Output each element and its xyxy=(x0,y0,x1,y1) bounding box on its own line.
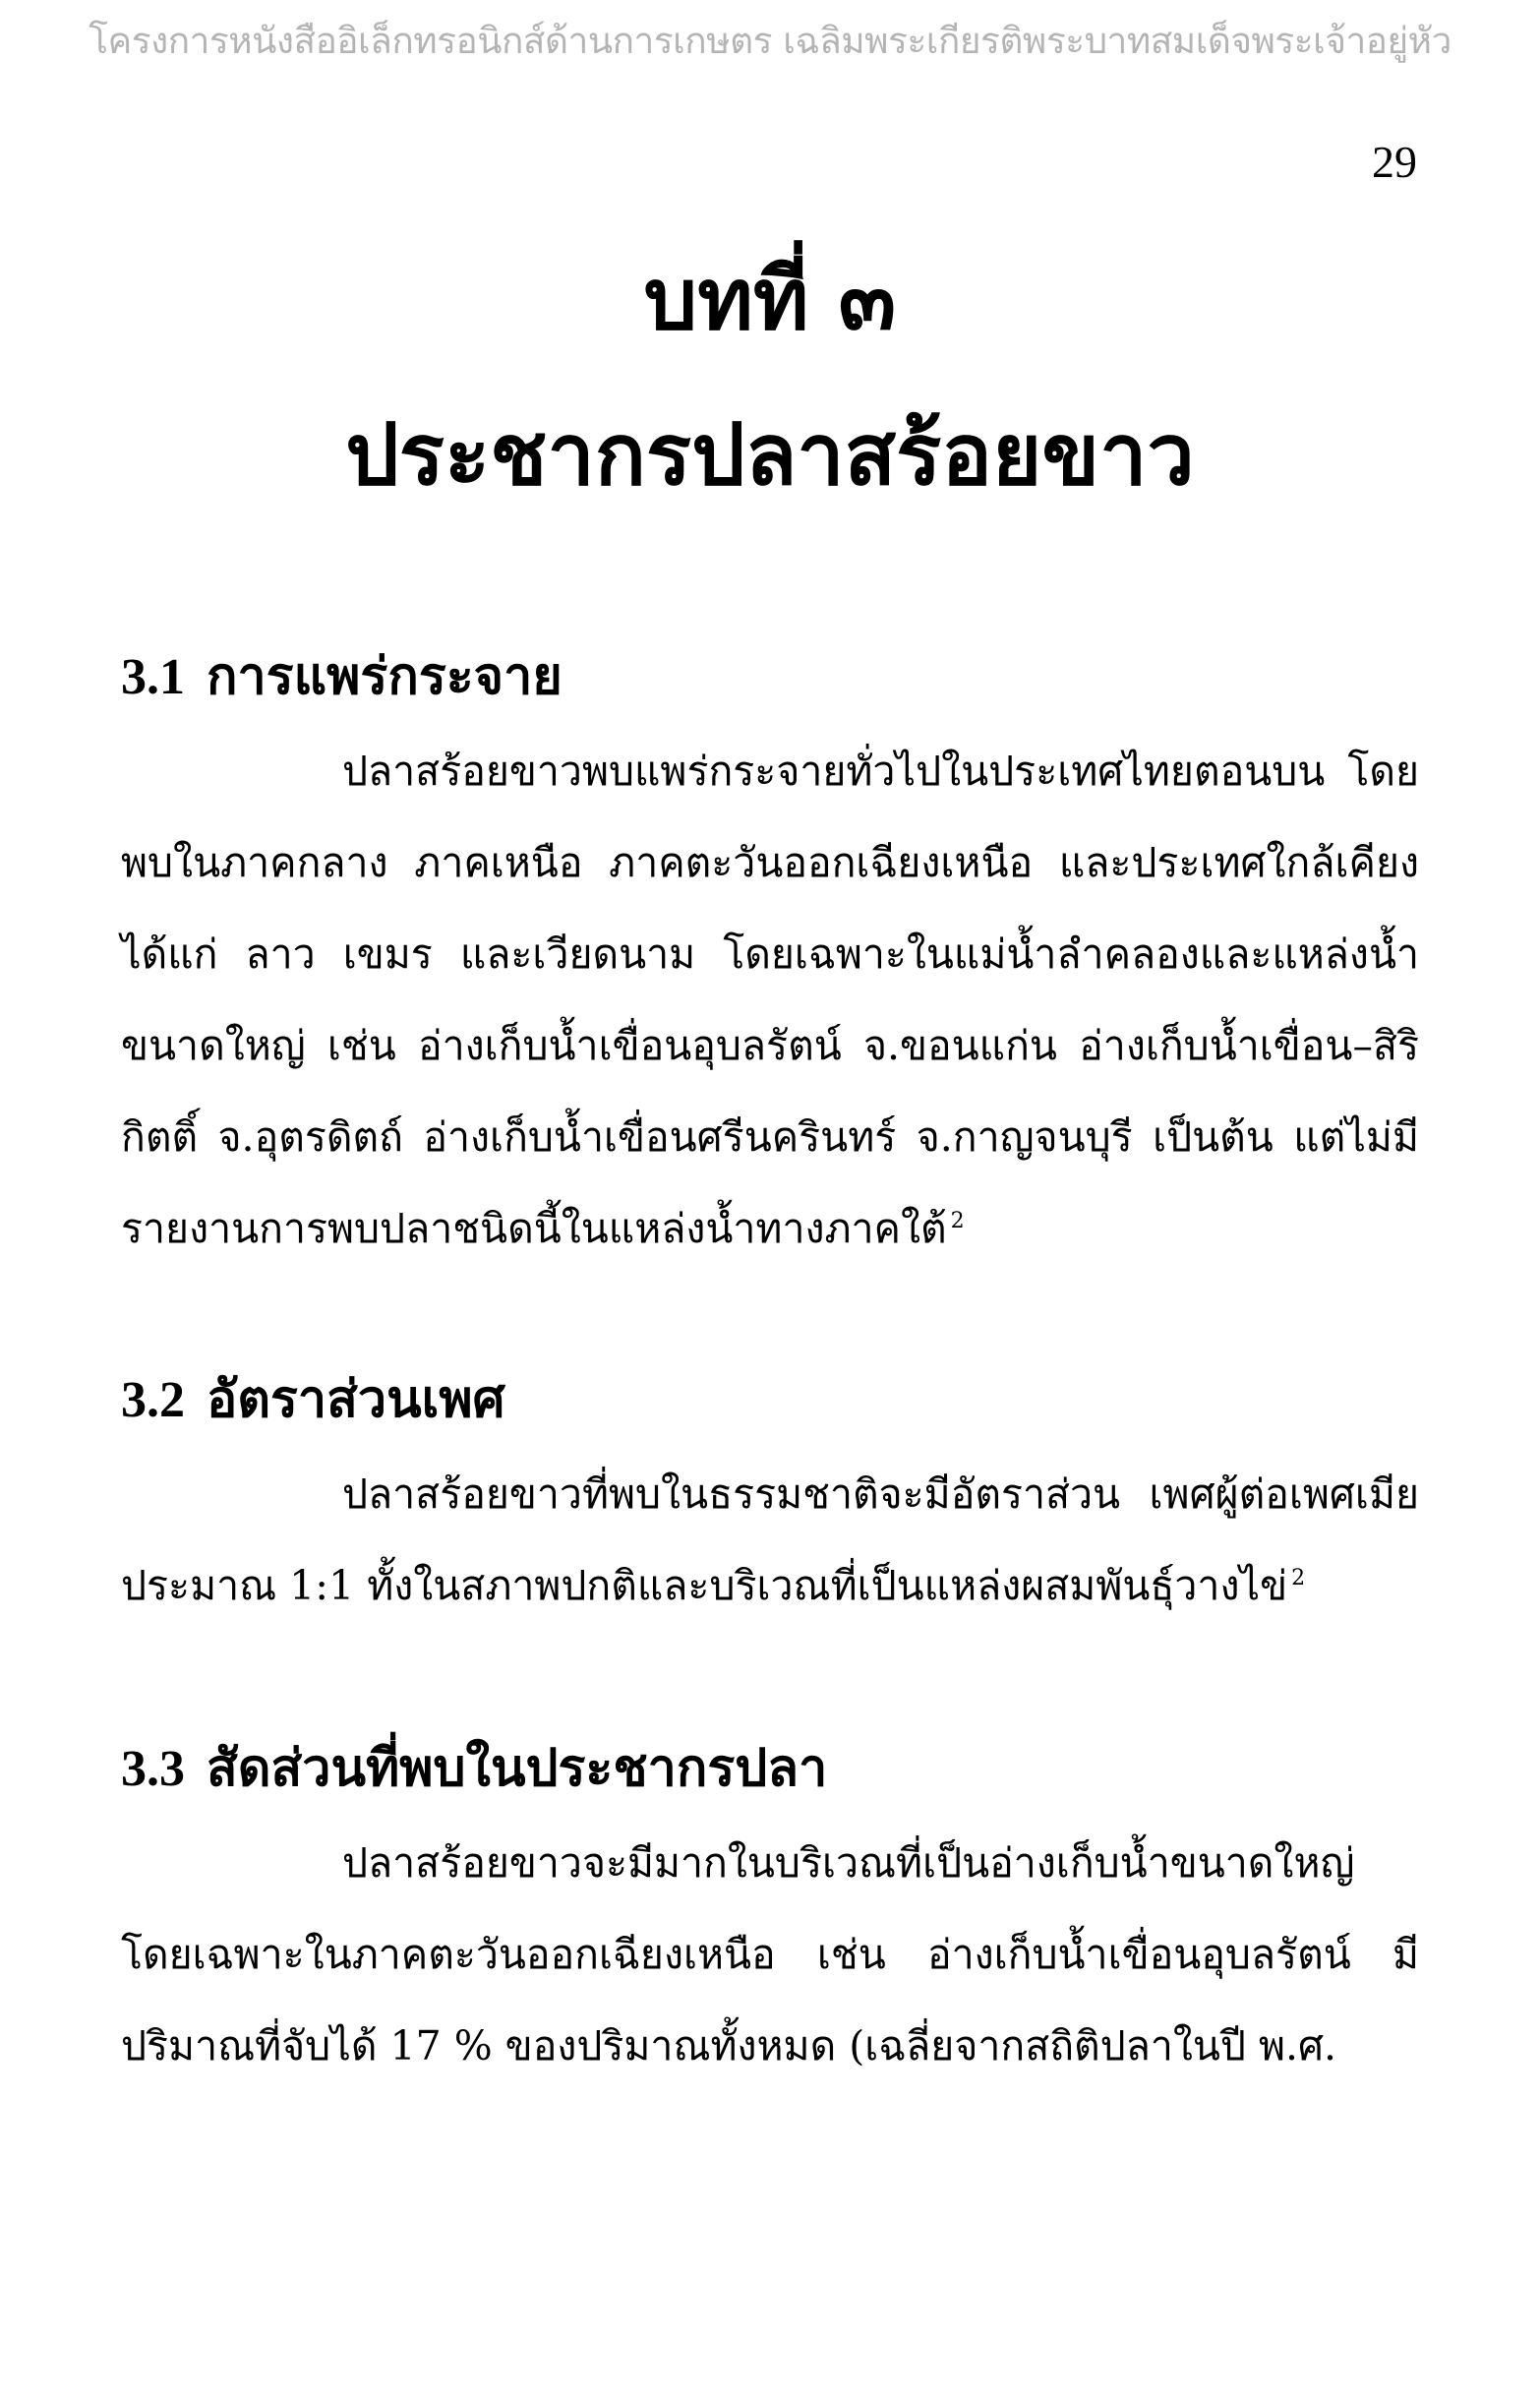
section-number: 3.2 xyxy=(121,1372,185,1428)
paragraph-text: ปลาสร้อยขาวพบแพร่กระจายทั่วไปในประเทศไทยตอนบน โดยพบในภาคกลาง ภาคเหนือ ภาคตะวันออกเฉียงเหนือ และประเทศใกล้เคียง ได้แก่ ลาว เขมร และเวียดนาม โดยเฉพาะในแม่น้ำลำคลองและแหล่งน้ำขนาดใหญ่ เช่น อ่างเก็บน้ำเขื่อนอุบลรัตน์ จ.ขอนแก่น อ่างเก็บน้ำเขื่อน–สิริกิตติ์ จ.อุตรดิตถ์ อ่างเก็บน้ำเขื่อนศรีนครินทร์ จ.กาญจนบุรี เป็นต้น แต่ไม่มีรายงานการพบปลาชนิดนี้ในแหล่งน้ำทางภาคใต้ xyxy=(121,748,1419,1252)
section-body-3-1 xyxy=(121,726,1419,1275)
paragraph-text: ปลาสร้อยขาวที่พบในธรรมชาติจะมีอัตราส่วน เพศผู้ต่อเพศเมียประมาณ 1:1 ทั้งในสภาพปกติและบริเวณที่เป็นแหล่งผสมพันธุ์วางไข่ xyxy=(121,1470,1419,1609)
section-heading-3-1 xyxy=(121,646,563,706)
page-number: 29 xyxy=(1372,137,1417,187)
footnote-reference: 2 xyxy=(1291,1566,1306,1591)
section-number: 3.1 xyxy=(121,649,185,705)
section-number: 3.3 xyxy=(121,1741,185,1797)
chapter-label: บทที่ ๓ xyxy=(643,250,897,349)
header-banner: โครงการหนังสืออิเล็กทรอนิกส์ด้านการเกษตร เฉลิมพระเกียรติพระบาทสมเด็จพระเจ้าอยู่หัว xyxy=(89,20,1451,62)
paragraph-text: ปลาสร้อยขาวจะมีมากในบริเวณที่เป็นอ่างเก็บน้ำขนาดใหญ่ โดยเฉพาะในภาคตะวันออกเฉียงเหนือ เช่น อ่างเก็บน้ำเขื่อนอุบลรัตน์ มีปริมาณที่จับได้ 17 % ของปริมาณทั้งหมด (เฉลี่ยจากสถิติปลาในปี พ.ศ. xyxy=(121,1839,1419,2070)
chapter-title: ประชากรปลาสร้อยขาว xyxy=(345,405,1195,505)
section-title: อัตราส่วนเพศ xyxy=(207,1369,505,1429)
section-title: การแพร่กระจาย xyxy=(207,646,563,706)
section-body-3-3 xyxy=(121,1818,1419,2092)
footnote-reference: 2 xyxy=(950,1209,965,1234)
section-body-3-2 xyxy=(121,1449,1419,1632)
section-heading-3-2 xyxy=(121,1369,505,1429)
section-title: สัดส่วนที่พบในประชากรปลา xyxy=(207,1738,828,1798)
section-heading-3-3 xyxy=(121,1738,828,1798)
